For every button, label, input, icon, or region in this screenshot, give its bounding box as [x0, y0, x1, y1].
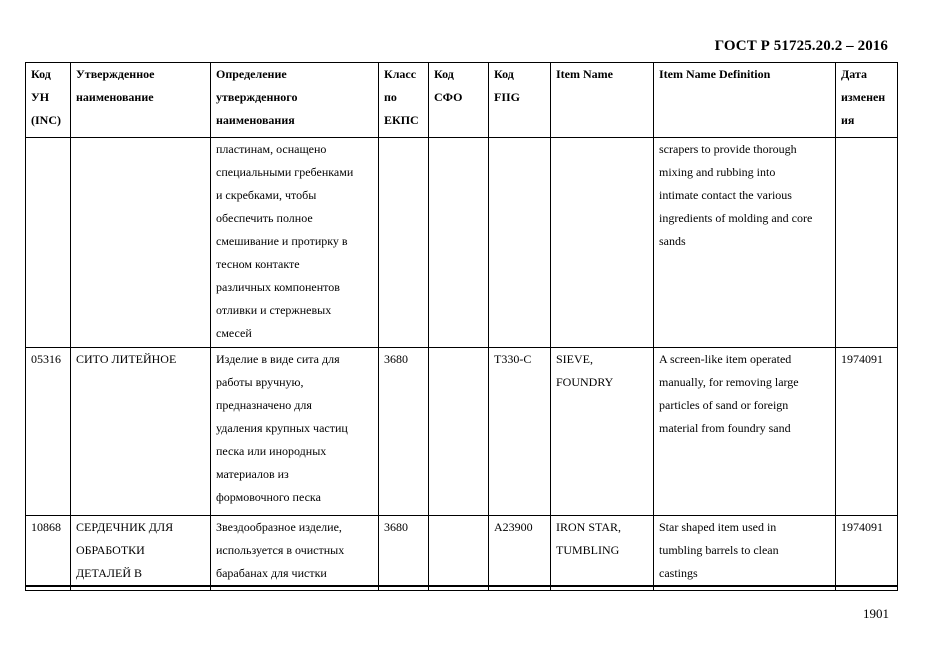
cell-definition	[211, 138, 379, 348]
cell-line: отливки и стержневых	[216, 303, 332, 317]
column-header-line: наименования	[216, 113, 295, 127]
cell-approved-name	[71, 516, 211, 591]
column-header-definition	[211, 63, 379, 138]
column-header-line: Item Name	[556, 67, 613, 81]
column-header-line: ЕКПС	[384, 113, 419, 127]
cell-line: песка или инородных	[216, 444, 327, 458]
table-header-row	[26, 63, 898, 138]
cell-line: Star shaped item used in	[659, 520, 777, 534]
cell-inc	[26, 516, 71, 591]
cell-line: T330-C	[494, 352, 532, 366]
table-row	[26, 348, 898, 516]
column-header-line: СФО	[434, 90, 463, 104]
column-header-line: Код	[494, 67, 514, 81]
cell-fiig-code	[489, 348, 551, 516]
cell-line: материалов из	[216, 467, 289, 481]
cell-item-name	[551, 516, 654, 591]
cell-line: барабанах для чистки	[216, 566, 327, 580]
cell-change-date	[836, 516, 898, 591]
cell-line: intimate contact the various	[659, 188, 792, 202]
column-header-ekps-class	[379, 63, 429, 138]
column-header-line: по	[384, 90, 397, 104]
cell-line: particles of sand or foreign	[659, 398, 789, 412]
column-header-line: Код	[434, 67, 454, 81]
cell-change-date	[836, 138, 898, 348]
column-header-line: ия	[841, 113, 855, 127]
column-header-approved-name	[71, 63, 211, 138]
cell-line: tumbling barrels to clean	[659, 543, 779, 557]
cell-line: и скребками, чтобы	[216, 188, 317, 202]
cell-definition	[211, 516, 379, 591]
cell-line: 05316	[31, 352, 61, 366]
cell-definition	[211, 348, 379, 516]
cell-line: ОБРАБОТКИ	[76, 543, 145, 557]
cell-line: A screen-like item operated	[659, 352, 792, 366]
column-header-line: утвержденного	[216, 90, 298, 104]
cell-line: работы вручную,	[216, 375, 304, 389]
cell-fiig-code	[489, 516, 551, 591]
cell-fiig-code	[489, 138, 551, 348]
cell-sfo-code	[429, 516, 489, 591]
cell-line: используется в очистных	[216, 543, 345, 557]
cell-line: обеспечить полное	[216, 211, 313, 225]
cell-approved-name	[71, 138, 211, 348]
cell-line: предназначено для	[216, 398, 312, 412]
cell-line: castings	[659, 566, 698, 580]
cell-line: 3680	[384, 352, 408, 366]
cell-line: специальными гребенками	[216, 165, 354, 179]
cell-line: смесей	[216, 326, 252, 340]
cell-line: смешивание и протирку в	[216, 234, 348, 248]
cell-line: ДЕТАЛЕЙ В	[76, 566, 143, 580]
cell-line: СИТО ЛИТЕЙНОЕ	[76, 352, 177, 366]
cell-line: 3680	[384, 520, 408, 534]
table-body	[26, 138, 898, 591]
cell-line: Изделие в виде сита для	[216, 352, 340, 366]
cell-ekps-class	[379, 348, 429, 516]
cell-line: ingredients of molding and core	[659, 211, 813, 225]
table-bottom-border	[25, 585, 897, 587]
cell-line: A23900	[494, 520, 533, 534]
cell-line: manually, for removing large	[659, 375, 799, 389]
column-header-line: Дата	[841, 67, 867, 81]
cell-item-name-definition	[654, 138, 836, 348]
cell-line: 10868	[31, 520, 61, 534]
cell-line: тесном контакте	[216, 257, 300, 271]
column-header-line: (INC)	[31, 113, 61, 127]
column-header-line: наименование	[76, 90, 154, 104]
cell-line: material from foundry sand	[659, 421, 791, 435]
column-header-fiig-code	[489, 63, 551, 138]
catalog-table	[25, 62, 898, 591]
cell-line: scrapers to provide thorough	[659, 142, 797, 156]
page-number: 1901	[863, 606, 889, 621]
cell-sfo-code	[429, 138, 489, 348]
column-header-item-name-definition	[654, 63, 836, 138]
cell-line: SIEVE,	[556, 352, 593, 366]
cell-item-name-definition	[654, 516, 836, 591]
column-header-line: Утвержденное	[76, 67, 155, 81]
cell-line: Звездообразное изделие,	[216, 520, 342, 534]
cell-inc	[26, 348, 71, 516]
column-header-sfo-code	[429, 63, 489, 138]
cell-line: mixing and rubbing into	[659, 165, 776, 179]
cell-ekps-class	[379, 516, 429, 591]
cell-item-name	[551, 138, 654, 348]
cell-line: различных компонентов	[216, 280, 340, 294]
column-header-inc	[26, 63, 71, 138]
column-header-change-date	[836, 63, 898, 138]
cell-line: 1974091	[841, 352, 883, 366]
cell-line: sands	[659, 234, 686, 248]
cell-ekps-class	[379, 138, 429, 348]
cell-line: удаления крупных частиц	[216, 421, 348, 435]
cell-line: пластинам, оснащено	[216, 142, 327, 156]
document-header: ГОСТ Р 51725.20.2 – 2016	[714, 38, 888, 54]
column-header-line: FIIG	[494, 90, 521, 104]
cell-change-date	[836, 348, 898, 516]
cell-item-name	[551, 348, 654, 516]
cell-line: TUMBLING	[556, 543, 620, 557]
cell-line: 1974091	[841, 520, 883, 534]
cell-inc	[26, 138, 71, 348]
column-header-line: Item Name Definition	[659, 67, 771, 81]
column-header-line: Класс	[384, 67, 417, 81]
cell-line: СЕРДЕЧНИК ДЛЯ	[76, 520, 174, 534]
cell-approved-name	[71, 348, 211, 516]
table-row	[26, 516, 898, 591]
cell-sfo-code	[429, 348, 489, 516]
cell-item-name-definition	[654, 348, 836, 516]
column-header-line: УН	[31, 90, 50, 104]
cell-line: IRON STAR,	[556, 520, 622, 534]
column-header-line: Определение	[216, 67, 287, 81]
table-row	[26, 138, 898, 348]
column-header-line: изменен	[841, 90, 886, 104]
column-header-line: Код	[31, 67, 51, 81]
cell-line: FOUNDRY	[556, 375, 614, 389]
cell-line: формовочного песка	[216, 490, 321, 504]
column-header-item-name	[551, 63, 654, 138]
